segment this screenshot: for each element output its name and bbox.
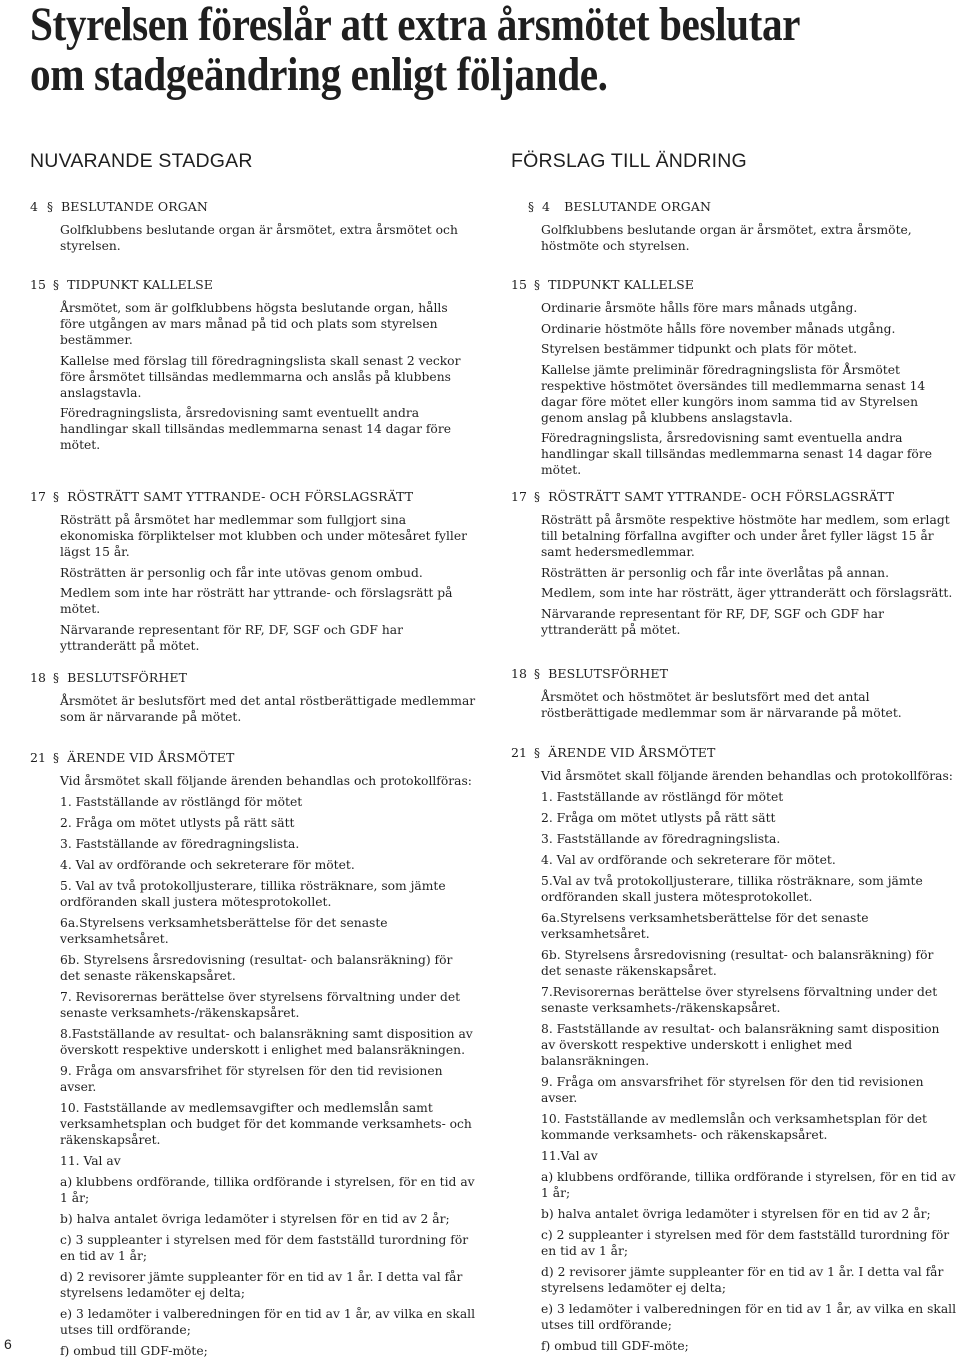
agenda-item: 10. Fastställande av medlemslån och verksamhetsplan för det kommande verksamhets- och räkenskapsåret. [541,1111,927,1142]
section-paragraph: Föredragningslista, årsredovisning samt eventuellt andra handlingar skall tillsändas medlemmarna senast 14 dagar före mötet. [60,406,451,452]
section-number: 17 [511,489,528,504]
section-heading [511,199,957,215]
section-paragraph: Närvarande representant för RF, DF, SGF och GDF har yttranderätt på mötet. [541,606,884,637]
agenda-item: 8. Fastställande av resultat- och balansräkning samt disposition av överskott respektive underskott i enlighet med balansräkningen. [541,1021,940,1068]
paragraph-sign-icon: § [534,746,541,760]
section-number: 17 [30,489,47,504]
section-number: 15 [511,277,528,292]
page-title [30,0,821,100]
section-body [30,693,476,725]
section-21 [30,750,476,1364]
section-15 [30,277,476,458]
section-heading [30,199,476,215]
section-18 [30,670,476,730]
agenda-item: 4. Val av ordförande och sekreterare för mötet. [541,852,836,867]
paragraph-sign-icon: § [53,751,60,765]
section-paragraph: Föredragningslista, årsredovisning samt eventuella andra handlingar skall tillsändas medlemmarna senast 14 dagar före mötet. [541,431,932,477]
section-heading [511,745,957,761]
paragraph-sign-icon: § [53,671,60,685]
section-title: TIDPUNKT KALLELSE [67,277,213,292]
agenda-item: d) 2 revisorer jämte suppleanter för en tid av 1 år. I detta val får styrelsens ledamöter ej delta; [541,1264,944,1295]
section-17 [511,489,957,642]
section-title: BESLUTANDE ORGAN [61,199,208,214]
agenda-item: 10. Fastställande av medlemsavgifter och medlemslån samt verksamhetsplan och budget för det kommande verksamhets- och räkenskapsåret. [60,1100,472,1147]
section-17 [30,489,476,658]
agenda-item: a) klubbens ordförande, tillika ordförande i styrelsen, för en tid av 1 år; [60,1174,475,1205]
agenda-item: e) 3 ledamöter i valberedningen för en tid av 1 år, av vilka en skall utses till ordförande; [541,1301,957,1332]
section-4 [30,199,476,259]
paragraph-sign-icon: § [53,490,60,504]
section-number: 4 [542,199,551,214]
agenda-item: b) halva antalet övriga ledamöter i styrelsen för en tid av 2 år; [541,1206,931,1221]
section-body [511,512,957,638]
section-title: RÖSTRÄTT SAMT YTTRANDE- OCH FÖRSLAGSRÄTT [548,489,895,504]
section-paragraph: Medlem, som inte har rösträtt, äger yttranderätt och förslagsrätt. [541,586,953,600]
agenda-item: e) 3 ledamöter i valberedningen för en tid av 1 år, av vilka en skall utses till ordförande; [60,1306,476,1337]
section-15 [511,277,957,483]
agenda-item: b) halva antalet övriga ledamöter i styrelsen för en tid av 2 år; [60,1211,450,1226]
section-18 [511,666,957,726]
agenda-item: f) ombud till GDF-möte; [541,1338,689,1353]
section-21 [511,745,957,1359]
section-number: 21 [511,745,528,760]
section-paragraph: Kallelse jämte preliminär föredragningslista för Årsmötet respektive höstmötet översändes till medlemmarna senast 14 dagar före mötet eller kungörs inom samma tid av Styrelsen genom anslag på klubbens anslagstavla. [541,362,926,425]
paragraph-sign-icon: § [527,200,535,214]
section-heading [30,670,476,686]
agenda-item: 6a.Styrelsens verksamhetsberättelse för det senaste verksamhetsåret. [60,915,388,946]
agenda-item: 11. Val av [60,1153,121,1168]
column-heading: FÖRSLAG TILL ÄNDRING [511,150,747,172]
section-number: 18 [511,666,528,681]
agenda-item: 3. Fastställande av föredragningslista. [541,831,781,846]
agenda-item: 6b. Styrelsens årsredovisning (resultat- och balansräkning) för det senaste räkenskapsåret. [541,947,934,978]
section-paragraph: Rösträtten är personlig och får inte överlåtas på annan. [541,565,890,580]
section-paragraph: Årsmötet och höstmötet är beslutsfört med det antal röstberättigade medlemmar som är närvarande på mötet. [541,690,902,720]
agenda-item: c) 3 suppleanter i styrelsen med för dem fastställd turordning för en tid av 1 år; [60,1232,469,1263]
agenda-item: 9. Fråga om ansvarsfrihet för styrelsen för den tid revisionen avser. [60,1063,443,1094]
section-paragraph: Ordinarie höstmöte hålls före november månads utgång. [541,321,896,336]
section-body [511,222,957,254]
agenda-item: 9. Fråga om ansvarsfrihet för styrelsen för den tid revisionen avser. [541,1074,924,1105]
agenda-item: 4. Val av ordförande och sekreterare för mötet. [60,857,355,872]
agenda-item: 7.Revisorernas berättelse över styrelsens förvaltning under det senaste verksamhets-/räkenskapsåret. [541,984,938,1015]
agenda-item: 8.Fastställande av resultat- och balansräkning samt disposition av överskott respektive underskott i enlighet med balansräkningen. [60,1026,473,1057]
agenda-item: 7. Revisorernas berättelse över styrelsens förvaltning under det senaste verksamhets-/räkenskapsåret. [60,989,461,1020]
section-paragraph: Rösträtten är personlig och får inte utövas genom ombud. [60,565,423,580]
section-title: ÄRENDE VID ÅRSMÖTET [67,750,235,765]
section-heading [30,277,476,293]
section-paragraph: Kallelse med förslag till föredragningslista skall senast 2 veckor före årsmötet tillsändas medlemmarna och anslås på klubbens anslagstavla. [60,353,461,400]
section-paragraph: Vid årsmötet skall följande ärenden behandlas och protokollföras: [60,774,472,788]
section-title: ÄRENDE VID ÅRSMÖTET [548,745,716,760]
agenda-item: 5. Val av två protokolljusterare, tillika rösträknare, som jämte ordföranden skall justera mötesprotokollet. [60,878,446,909]
section-body [30,300,476,453]
paragraph-sign-icon: § [534,278,541,292]
section-4 [511,199,957,259]
section-paragraph: Årsmötet, som är golfklubbens högsta beslutande organ, hålls före utgången av mars månad på tid och plats som styrelsen bestämmer. [60,301,448,347]
section-number: 4 [30,199,39,214]
section-number: 21 [30,750,47,765]
section-heading [511,489,957,505]
agenda-item: f) ombud till GDF-möte; [60,1343,208,1358]
section-title: RÖSTRÄTT SAMT YTTRANDE- OCH FÖRSLAGSRÄTT [67,489,414,504]
section-paragraph: Närvarande representant för RF, DF, SGF och GDF har yttranderätt på mötet. [60,622,403,653]
section-title: BESLUTSFÖRHET [67,670,188,685]
section-heading [511,277,957,293]
agenda-item: c) 2 suppleanter i styrelsen med för dem fastställd turordning för en tid av 1 år; [541,1227,950,1258]
section-body [511,300,957,478]
paragraph-sign-icon: § [534,667,541,681]
section-paragraph: Rösträtt på årsmöte respektive höstmöte har medlem, som erlagt till betalning förfallna avgifter och under året fyller lägst 15 år samt hedersmedlemmar. [541,513,950,559]
section-paragraph: Vid årsmötet skall följande ärenden behandlas och protokollföras: [541,769,953,783]
agenda-item: 2. Fråga om mötet utlysts på rätt sätt [60,815,295,830]
agenda-item: d) 2 revisorer jämte suppleanter för en tid av 1 år. I detta val får styrelsens ledamöter ej delta; [60,1269,463,1300]
section-title: BESLUTSFÖRHET [548,666,669,681]
section-number: 15 [30,277,47,292]
section-title: TIDPUNKT KALLELSE [548,277,694,292]
agenda-item: 11.Val av [541,1148,598,1163]
agenda-item: 1. Fastställande av röstlängd för mötet [60,794,303,809]
agenda-item: 6a.Styrelsens verksamhetsberättelse för det senaste verksamhetsåret. [541,910,869,941]
section-body [30,222,476,254]
section-paragraph: Styrelsen bestämmer tidpunkt och plats för mötet. [541,342,857,356]
section-body [511,768,957,1354]
agenda-item: 1. Fastställande av röstlängd för mötet [541,789,784,804]
section-body [30,512,476,654]
agenda-item: 3. Fastställande av föredragningslista. [60,836,300,851]
agenda-item: 2. Fråga om mötet utlysts på rätt sätt [541,810,776,825]
section-paragraph: Golfklubbens beslutande organ är årsmötet, extra årsmötet och styrelsen. [60,223,458,253]
title-line-1: Styrelsen föreslår att extra årsmötet beslutar [30,0,801,51]
section-paragraph: Rösträtt på årsmötet har medlemmar som fullgjort sina ekonomiska förpliktelser mot klubben och under mötesåret fyller lägst 15 år. [60,513,468,559]
agenda-item: 6b. Styrelsens årsredovisning (resultat- och balansräkning) för det senaste räkenskapsåret. [60,952,453,983]
section-heading [30,489,476,505]
page-number: 6 [4,1336,12,1352]
paragraph-sign-icon: § [46,200,54,214]
paragraph-sign-icon: § [53,278,60,292]
column-heading: NUVARANDE STADGAR [30,150,253,172]
section-number: 18 [30,670,47,685]
section-title: BESLUTANDE ORGAN [564,199,712,214]
section-body [30,773,476,1359]
section-paragraph: Ordinarie årsmöte hålls före mars månads utgång. [541,301,858,315]
title-line-2: om stadgeändring enligt följande. [30,48,608,101]
agenda-item: a) klubbens ordförande, tillika ordförande i styrelsen, för en tid av 1 år; [541,1169,956,1200]
section-body [511,689,957,721]
agenda-item: 5.Val av två protokolljusterare, tillika rösträknare, som jämte ordföranden skall justera mötesprotokollet. [541,873,923,904]
section-heading [30,750,476,766]
section-paragraph: Golfklubbens beslutande organ är årsmötet, extra årsmöte, höstmöte och styrelsen. [541,223,912,253]
paragraph-sign-icon: § [534,490,541,504]
section-paragraph: Medlem som inte har rösträtt har yttrande- och förslagsrätt på mötet. [60,586,453,616]
section-heading [511,666,957,682]
section-paragraph: Årsmötet är beslutsfört med det antal röstberättigade medlemmar som är närvarande på mötet. [60,694,476,724]
